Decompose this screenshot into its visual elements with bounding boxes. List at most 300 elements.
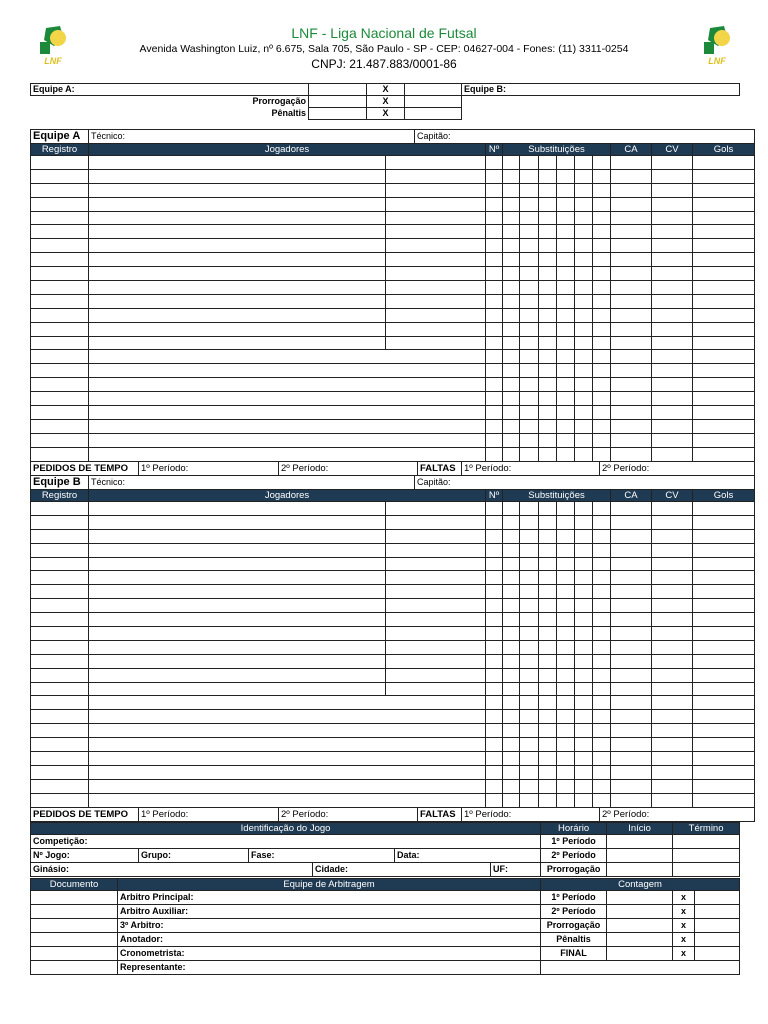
cv-cell[interactable] <box>652 585 693 599</box>
substitution-cell[interactable] <box>503 322 520 336</box>
substitution-cell[interactable] <box>520 392 539 406</box>
goals-cell[interactable] <box>693 738 755 752</box>
substitution-cell[interactable] <box>520 364 539 378</box>
substitution-cell[interactable] <box>593 419 611 433</box>
ca-cell[interactable] <box>611 239 652 253</box>
substitution-cell[interactable] <box>539 543 557 557</box>
cv-cell[interactable] <box>652 752 693 766</box>
number-cell[interactable] <box>486 433 503 447</box>
player-name-cell[interactable] <box>89 378 486 392</box>
substitution-cell[interactable] <box>557 599 575 613</box>
ca-cell[interactable] <box>611 364 652 378</box>
goals-cell[interactable] <box>693 156 755 170</box>
substitution-cell[interactable] <box>575 197 593 211</box>
substitution-cell[interactable] <box>539 183 557 197</box>
player-extra-cell[interactable] <box>386 654 486 668</box>
substitution-cell[interactable] <box>575 336 593 350</box>
player-name-cell[interactable] <box>89 308 386 322</box>
ca-cell[interactable] <box>611 793 652 807</box>
substitution-cell[interactable] <box>557 350 575 364</box>
substitution-cell[interactable] <box>557 169 575 183</box>
substitution-cell[interactable] <box>593 571 611 585</box>
substitution-cell[interactable] <box>557 336 575 350</box>
substitution-cell[interactable] <box>593 447 611 461</box>
substitution-cell[interactable] <box>539 585 557 599</box>
substitution-cell[interactable] <box>593 779 611 793</box>
goals-cell[interactable] <box>693 752 755 766</box>
substitution-cell[interactable] <box>557 183 575 197</box>
number-cell[interactable] <box>486 696 503 710</box>
player-name-cell[interactable] <box>89 183 386 197</box>
substitution-cell[interactable] <box>520 211 539 225</box>
cv-cell[interactable] <box>652 225 693 239</box>
substitution-cell[interactable] <box>520 433 539 447</box>
referee-role-cell[interactable]: 3º Arbitro: <box>118 919 541 933</box>
number-cell[interactable] <box>486 765 503 779</box>
count-cell[interactable] <box>607 933 673 947</box>
substitution-cell[interactable] <box>539 793 557 807</box>
registro-cell[interactable] <box>31 793 89 807</box>
goals-cell[interactable] <box>693 640 755 654</box>
substitution-cell[interactable] <box>557 710 575 724</box>
registro-cell[interactable] <box>31 557 89 571</box>
goals-cell[interactable] <box>693 378 755 392</box>
substitution-cell[interactable] <box>575 225 593 239</box>
substitution-cell[interactable] <box>575 627 593 641</box>
cv-cell[interactable] <box>652 543 693 557</box>
cv-cell[interactable] <box>652 433 693 447</box>
substitution-cell[interactable] <box>557 239 575 253</box>
coach-field[interactable]: Técnico: <box>89 476 415 489</box>
goals-cell[interactable] <box>693 710 755 724</box>
player-name-cell[interactable] <box>89 211 386 225</box>
substitution-cell[interactable] <box>593 543 611 557</box>
substitution-cell[interactable] <box>575 406 593 420</box>
goals-cell[interactable] <box>693 765 755 779</box>
substitution-cell[interactable] <box>503 239 520 253</box>
player-extra-cell[interactable] <box>386 336 486 350</box>
registro-cell[interactable] <box>31 668 89 682</box>
substitution-cell[interactable] <box>539 752 557 766</box>
player-extra-cell[interactable] <box>386 169 486 183</box>
substitution-cell[interactable] <box>503 654 520 668</box>
substitution-cell[interactable] <box>575 765 593 779</box>
player-extra-cell[interactable] <box>386 211 486 225</box>
substitution-cell[interactable] <box>503 543 520 557</box>
player-name-cell[interactable] <box>89 515 386 529</box>
substitution-cell[interactable] <box>575 322 593 336</box>
registro-cell[interactable] <box>31 281 89 295</box>
goals-cell[interactable] <box>693 406 755 420</box>
number-cell[interactable] <box>486 502 503 516</box>
overtime-start[interactable] <box>607 863 673 877</box>
substitution-cell[interactable] <box>575 253 593 267</box>
substitution-cell[interactable] <box>593 640 611 654</box>
player-name-cell[interactable] <box>89 336 386 350</box>
referee-role-cell[interactable]: Arbitro Principal: <box>118 891 541 905</box>
substitution-cell[interactable] <box>593 668 611 682</box>
player-name-cell[interactable] <box>89 419 486 433</box>
substitution-cell[interactable] <box>575 571 593 585</box>
cv-cell[interactable] <box>652 169 693 183</box>
player-name-cell[interactable] <box>89 710 486 724</box>
goals-cell[interactable] <box>693 336 755 350</box>
substitution-cell[interactable] <box>575 543 593 557</box>
goals-cell[interactable] <box>693 585 755 599</box>
substitution-cell[interactable] <box>503 225 520 239</box>
cv-cell[interactable] <box>652 183 693 197</box>
substitution-cell[interactable] <box>539 613 557 627</box>
number-cell[interactable] <box>486 197 503 211</box>
substitution-cell[interactable] <box>520 294 539 308</box>
substitution-cell[interactable] <box>539 406 557 420</box>
player-name-cell[interactable] <box>89 654 386 668</box>
substitution-cell[interactable] <box>539 378 557 392</box>
registro-cell[interactable] <box>31 322 89 336</box>
substitution-cell[interactable] <box>503 627 520 641</box>
ca-cell[interactable] <box>611 502 652 516</box>
captain-field[interactable]: Capitão: <box>417 131 451 141</box>
cv-cell[interactable] <box>652 322 693 336</box>
document-cell[interactable] <box>31 961 118 975</box>
substitution-cell[interactable] <box>575 211 593 225</box>
number-cell[interactable] <box>486 169 503 183</box>
registro-cell[interactable] <box>31 294 89 308</box>
substitution-cell[interactable] <box>575 502 593 516</box>
substitution-cell[interactable] <box>557 156 575 170</box>
substitution-cell[interactable] <box>575 738 593 752</box>
timeout-period-2[interactable]: 2º Período: <box>279 462 418 475</box>
cv-cell[interactable] <box>652 710 693 724</box>
substitution-cell[interactable] <box>539 336 557 350</box>
referee-role-cell[interactable]: Arbitro Auxiliar: <box>118 905 541 919</box>
registro-cell[interactable] <box>31 696 89 710</box>
score-a-input[interactable] <box>309 84 367 96</box>
substitution-cell[interactable] <box>557 640 575 654</box>
number-cell[interactable] <box>486 378 503 392</box>
substitution-cell[interactable] <box>539 710 557 724</box>
cv-cell[interactable] <box>652 378 693 392</box>
player-name-cell[interactable] <box>89 253 386 267</box>
substitution-cell[interactable] <box>593 308 611 322</box>
substitution-cell[interactable] <box>520 668 539 682</box>
number-cell[interactable] <box>486 724 503 738</box>
substitution-cell[interactable] <box>520 640 539 654</box>
player-name-cell[interactable] <box>89 627 386 641</box>
goals-cell[interactable] <box>693 433 755 447</box>
number-cell[interactable] <box>486 156 503 170</box>
goals-cell[interactable] <box>693 627 755 641</box>
date-field[interactable]: Data: <box>395 849 541 863</box>
substitution-cell[interactable] <box>520 585 539 599</box>
registro-cell[interactable] <box>31 543 89 557</box>
substitution-cell[interactable] <box>575 557 593 571</box>
player-name-cell[interactable] <box>89 793 486 807</box>
substitution-cell[interactable] <box>575 169 593 183</box>
substitution-cell[interactable] <box>593 378 611 392</box>
player-extra-cell[interactable] <box>386 183 486 197</box>
cv-cell[interactable] <box>652 571 693 585</box>
cv-cell[interactable] <box>652 419 693 433</box>
player-extra-cell[interactable] <box>386 156 486 170</box>
substitution-cell[interactable] <box>539 640 557 654</box>
overtime-a-input[interactable] <box>309 96 367 108</box>
player-name-cell[interactable] <box>89 239 386 253</box>
number-cell[interactable] <box>486 668 503 682</box>
number-cell[interactable] <box>486 294 503 308</box>
cv-cell[interactable] <box>652 294 693 308</box>
document-cell[interactable] <box>31 933 118 947</box>
player-extra-cell[interactable] <box>386 253 486 267</box>
document-cell[interactable] <box>31 947 118 961</box>
substitution-cell[interactable] <box>557 738 575 752</box>
substitution-cell[interactable] <box>520 156 539 170</box>
substitution-cell[interactable] <box>593 557 611 571</box>
gym-field[interactable]: Ginásio: <box>31 863 313 877</box>
ca-cell[interactable] <box>611 668 652 682</box>
player-extra-cell[interactable] <box>386 640 486 654</box>
overtime-end[interactable] <box>673 863 740 877</box>
cv-cell[interactable] <box>652 197 693 211</box>
registro-cell[interactable] <box>31 225 89 239</box>
substitution-cell[interactable] <box>539 599 557 613</box>
ca-cell[interactable] <box>611 322 652 336</box>
cv-cell[interactable] <box>652 724 693 738</box>
number-cell[interactable] <box>486 710 503 724</box>
player-name-cell[interactable] <box>89 197 386 211</box>
substitution-cell[interactable] <box>539 197 557 211</box>
substitution-cell[interactable] <box>503 585 520 599</box>
substitution-cell[interactable] <box>593 752 611 766</box>
referee-role-cell[interactable]: Representante: <box>118 961 541 975</box>
substitution-cell[interactable] <box>557 294 575 308</box>
period-1-start[interactable] <box>607 835 673 849</box>
cv-cell[interactable] <box>652 502 693 516</box>
player-name-cell[interactable] <box>89 668 386 682</box>
substitution-cell[interactable] <box>503 406 520 420</box>
cv-cell[interactable] <box>652 529 693 543</box>
ca-cell[interactable] <box>611 599 652 613</box>
substitution-cell[interactable] <box>557 281 575 295</box>
substitution-cell[interactable] <box>503 308 520 322</box>
player-name-cell[interactable] <box>89 433 486 447</box>
number-cell[interactable] <box>486 529 503 543</box>
period-2-end[interactable] <box>673 849 740 863</box>
substitution-cell[interactable] <box>520 336 539 350</box>
ca-cell[interactable] <box>611 557 652 571</box>
cv-cell[interactable] <box>652 557 693 571</box>
ca-cell[interactable] <box>611 710 652 724</box>
goals-cell[interactable] <box>693 779 755 793</box>
number-cell[interactable] <box>486 364 503 378</box>
ca-cell[interactable] <box>611 447 652 461</box>
ca-cell[interactable] <box>611 765 652 779</box>
substitution-cell[interactable] <box>503 183 520 197</box>
number-cell[interactable] <box>486 640 503 654</box>
substitution-cell[interactable] <box>520 682 539 696</box>
cv-cell[interactable] <box>652 253 693 267</box>
substitution-cell[interactable] <box>520 752 539 766</box>
player-name-cell[interactable] <box>89 169 386 183</box>
registro-cell[interactable] <box>31 599 89 613</box>
number-cell[interactable] <box>486 350 503 364</box>
registro-cell[interactable] <box>31 392 89 406</box>
cv-cell[interactable] <box>652 350 693 364</box>
number-cell[interactable] <box>486 752 503 766</box>
goals-cell[interactable] <box>693 211 755 225</box>
substitution-cell[interactable] <box>503 529 520 543</box>
cv-cell[interactable] <box>652 640 693 654</box>
fouls-period-1[interactable]: 1º Período: <box>462 808 600 821</box>
cv-cell[interactable] <box>652 738 693 752</box>
goals-cell[interactable] <box>693 793 755 807</box>
ca-cell[interactable] <box>611 281 652 295</box>
ca-cell[interactable] <box>611 350 652 364</box>
number-cell[interactable] <box>486 515 503 529</box>
referee-role-cell[interactable]: Cronometrista: <box>118 947 541 961</box>
player-extra-cell[interactable] <box>386 585 486 599</box>
ca-cell[interactable] <box>611 696 652 710</box>
number-cell[interactable] <box>486 281 503 295</box>
substitution-cell[interactable] <box>503 336 520 350</box>
substitution-cell[interactable] <box>539 322 557 336</box>
player-name-cell[interactable] <box>89 350 486 364</box>
substitution-cell[interactable] <box>539 627 557 641</box>
substitution-cell[interactable] <box>520 183 539 197</box>
ca-cell[interactable] <box>611 336 652 350</box>
substitution-cell[interactable] <box>539 294 557 308</box>
substitution-cell[interactable] <box>503 640 520 654</box>
player-name-cell[interactable] <box>89 571 386 585</box>
substitution-cell[interactable] <box>593 710 611 724</box>
substitution-cell[interactable] <box>557 724 575 738</box>
substitution-cell[interactable] <box>557 322 575 336</box>
player-extra-cell[interactable] <box>386 281 486 295</box>
substitution-cell[interactable] <box>503 599 520 613</box>
cv-cell[interactable] <box>652 515 693 529</box>
goals-cell[interactable] <box>693 668 755 682</box>
number-cell[interactable] <box>486 779 503 793</box>
substitution-cell[interactable] <box>503 696 520 710</box>
substitution-cell[interactable] <box>503 557 520 571</box>
substitution-cell[interactable] <box>520 169 539 183</box>
game-number-field[interactable]: Nº Jogo: <box>31 849 139 863</box>
captain-field[interactable]: Capitão: <box>417 477 451 487</box>
substitution-cell[interactable] <box>575 378 593 392</box>
substitution-cell[interactable] <box>520 543 539 557</box>
cv-cell[interactable] <box>652 793 693 807</box>
substitution-cell[interactable] <box>557 502 575 516</box>
ca-cell[interactable] <box>611 267 652 281</box>
ca-cell[interactable] <box>611 640 652 654</box>
player-extra-cell[interactable] <box>386 668 486 682</box>
substitution-cell[interactable] <box>539 239 557 253</box>
substitution-cell[interactable] <box>503 211 520 225</box>
substitution-cell[interactable] <box>575 529 593 543</box>
substitution-cell[interactable] <box>557 793 575 807</box>
registro-cell[interactable] <box>31 183 89 197</box>
substitution-cell[interactable] <box>539 557 557 571</box>
substitution-cell[interactable] <box>539 682 557 696</box>
player-name-cell[interactable] <box>89 696 486 710</box>
fouls-period-2[interactable]: 2º Período: <box>602 808 650 820</box>
substitution-cell[interactable] <box>503 682 520 696</box>
goals-cell[interactable] <box>693 613 755 627</box>
cv-cell[interactable] <box>652 156 693 170</box>
player-extra-cell[interactable] <box>386 515 486 529</box>
substitution-cell[interactable] <box>557 613 575 627</box>
ca-cell[interactable] <box>611 308 652 322</box>
substitution-cell[interactable] <box>520 406 539 420</box>
substitution-cell[interactable] <box>575 654 593 668</box>
fouls-period-2[interactable]: 2º Período: <box>602 462 650 474</box>
substitution-cell[interactable] <box>593 197 611 211</box>
substitution-cell[interactable] <box>557 752 575 766</box>
referee-role-cell[interactable]: Anotador: <box>118 933 541 947</box>
substitution-cell[interactable] <box>520 793 539 807</box>
substitution-cell[interactable] <box>539 281 557 295</box>
substitution-cell[interactable] <box>557 197 575 211</box>
substitution-cell[interactable] <box>557 378 575 392</box>
substitution-cell[interactable] <box>520 515 539 529</box>
substitution-cell[interactable] <box>539 502 557 516</box>
substitution-cell[interactable] <box>539 779 557 793</box>
cv-cell[interactable] <box>652 654 693 668</box>
player-name-cell[interactable] <box>89 294 386 308</box>
registro-cell[interactable] <box>31 447 89 461</box>
goals-cell[interactable] <box>693 654 755 668</box>
substitution-cell[interactable] <box>593 529 611 543</box>
cv-cell[interactable] <box>652 627 693 641</box>
ca-cell[interactable] <box>611 571 652 585</box>
goals-cell[interactable] <box>693 169 755 183</box>
goals-cell[interactable] <box>693 267 755 281</box>
player-name-cell[interactable] <box>89 599 386 613</box>
substitution-cell[interactable] <box>503 294 520 308</box>
substitution-cell[interactable] <box>539 668 557 682</box>
substitution-cell[interactable] <box>539 765 557 779</box>
substitution-cell[interactable] <box>503 447 520 461</box>
state-field[interactable]: UF: <box>491 863 541 877</box>
number-cell[interactable] <box>486 571 503 585</box>
registro-cell[interactable] <box>31 724 89 738</box>
player-name-cell[interactable] <box>89 585 386 599</box>
goals-cell[interactable] <box>693 543 755 557</box>
substitution-cell[interactable] <box>520 765 539 779</box>
substitution-cell[interactable] <box>503 571 520 585</box>
registro-cell[interactable] <box>31 710 89 724</box>
cv-cell[interactable] <box>652 668 693 682</box>
number-cell[interactable] <box>486 654 503 668</box>
count-cell[interactable] <box>695 933 740 947</box>
substitution-cell[interactable] <box>557 557 575 571</box>
substitution-cell[interactable] <box>575 364 593 378</box>
player-extra-cell[interactable] <box>386 627 486 641</box>
substitution-cell[interactable] <box>539 267 557 281</box>
substitution-cell[interactable] <box>520 502 539 516</box>
substitution-cell[interactable] <box>503 710 520 724</box>
substitution-cell[interactable] <box>575 640 593 654</box>
substitution-cell[interactable] <box>593 502 611 516</box>
substitution-cell[interactable] <box>575 308 593 322</box>
substitution-cell[interactable] <box>575 515 593 529</box>
goals-cell[interactable] <box>693 724 755 738</box>
registro-cell[interactable] <box>31 350 89 364</box>
goals-cell[interactable] <box>693 515 755 529</box>
substitution-cell[interactable] <box>557 765 575 779</box>
player-name-cell[interactable] <box>89 364 486 378</box>
substitution-cell[interactable] <box>503 502 520 516</box>
